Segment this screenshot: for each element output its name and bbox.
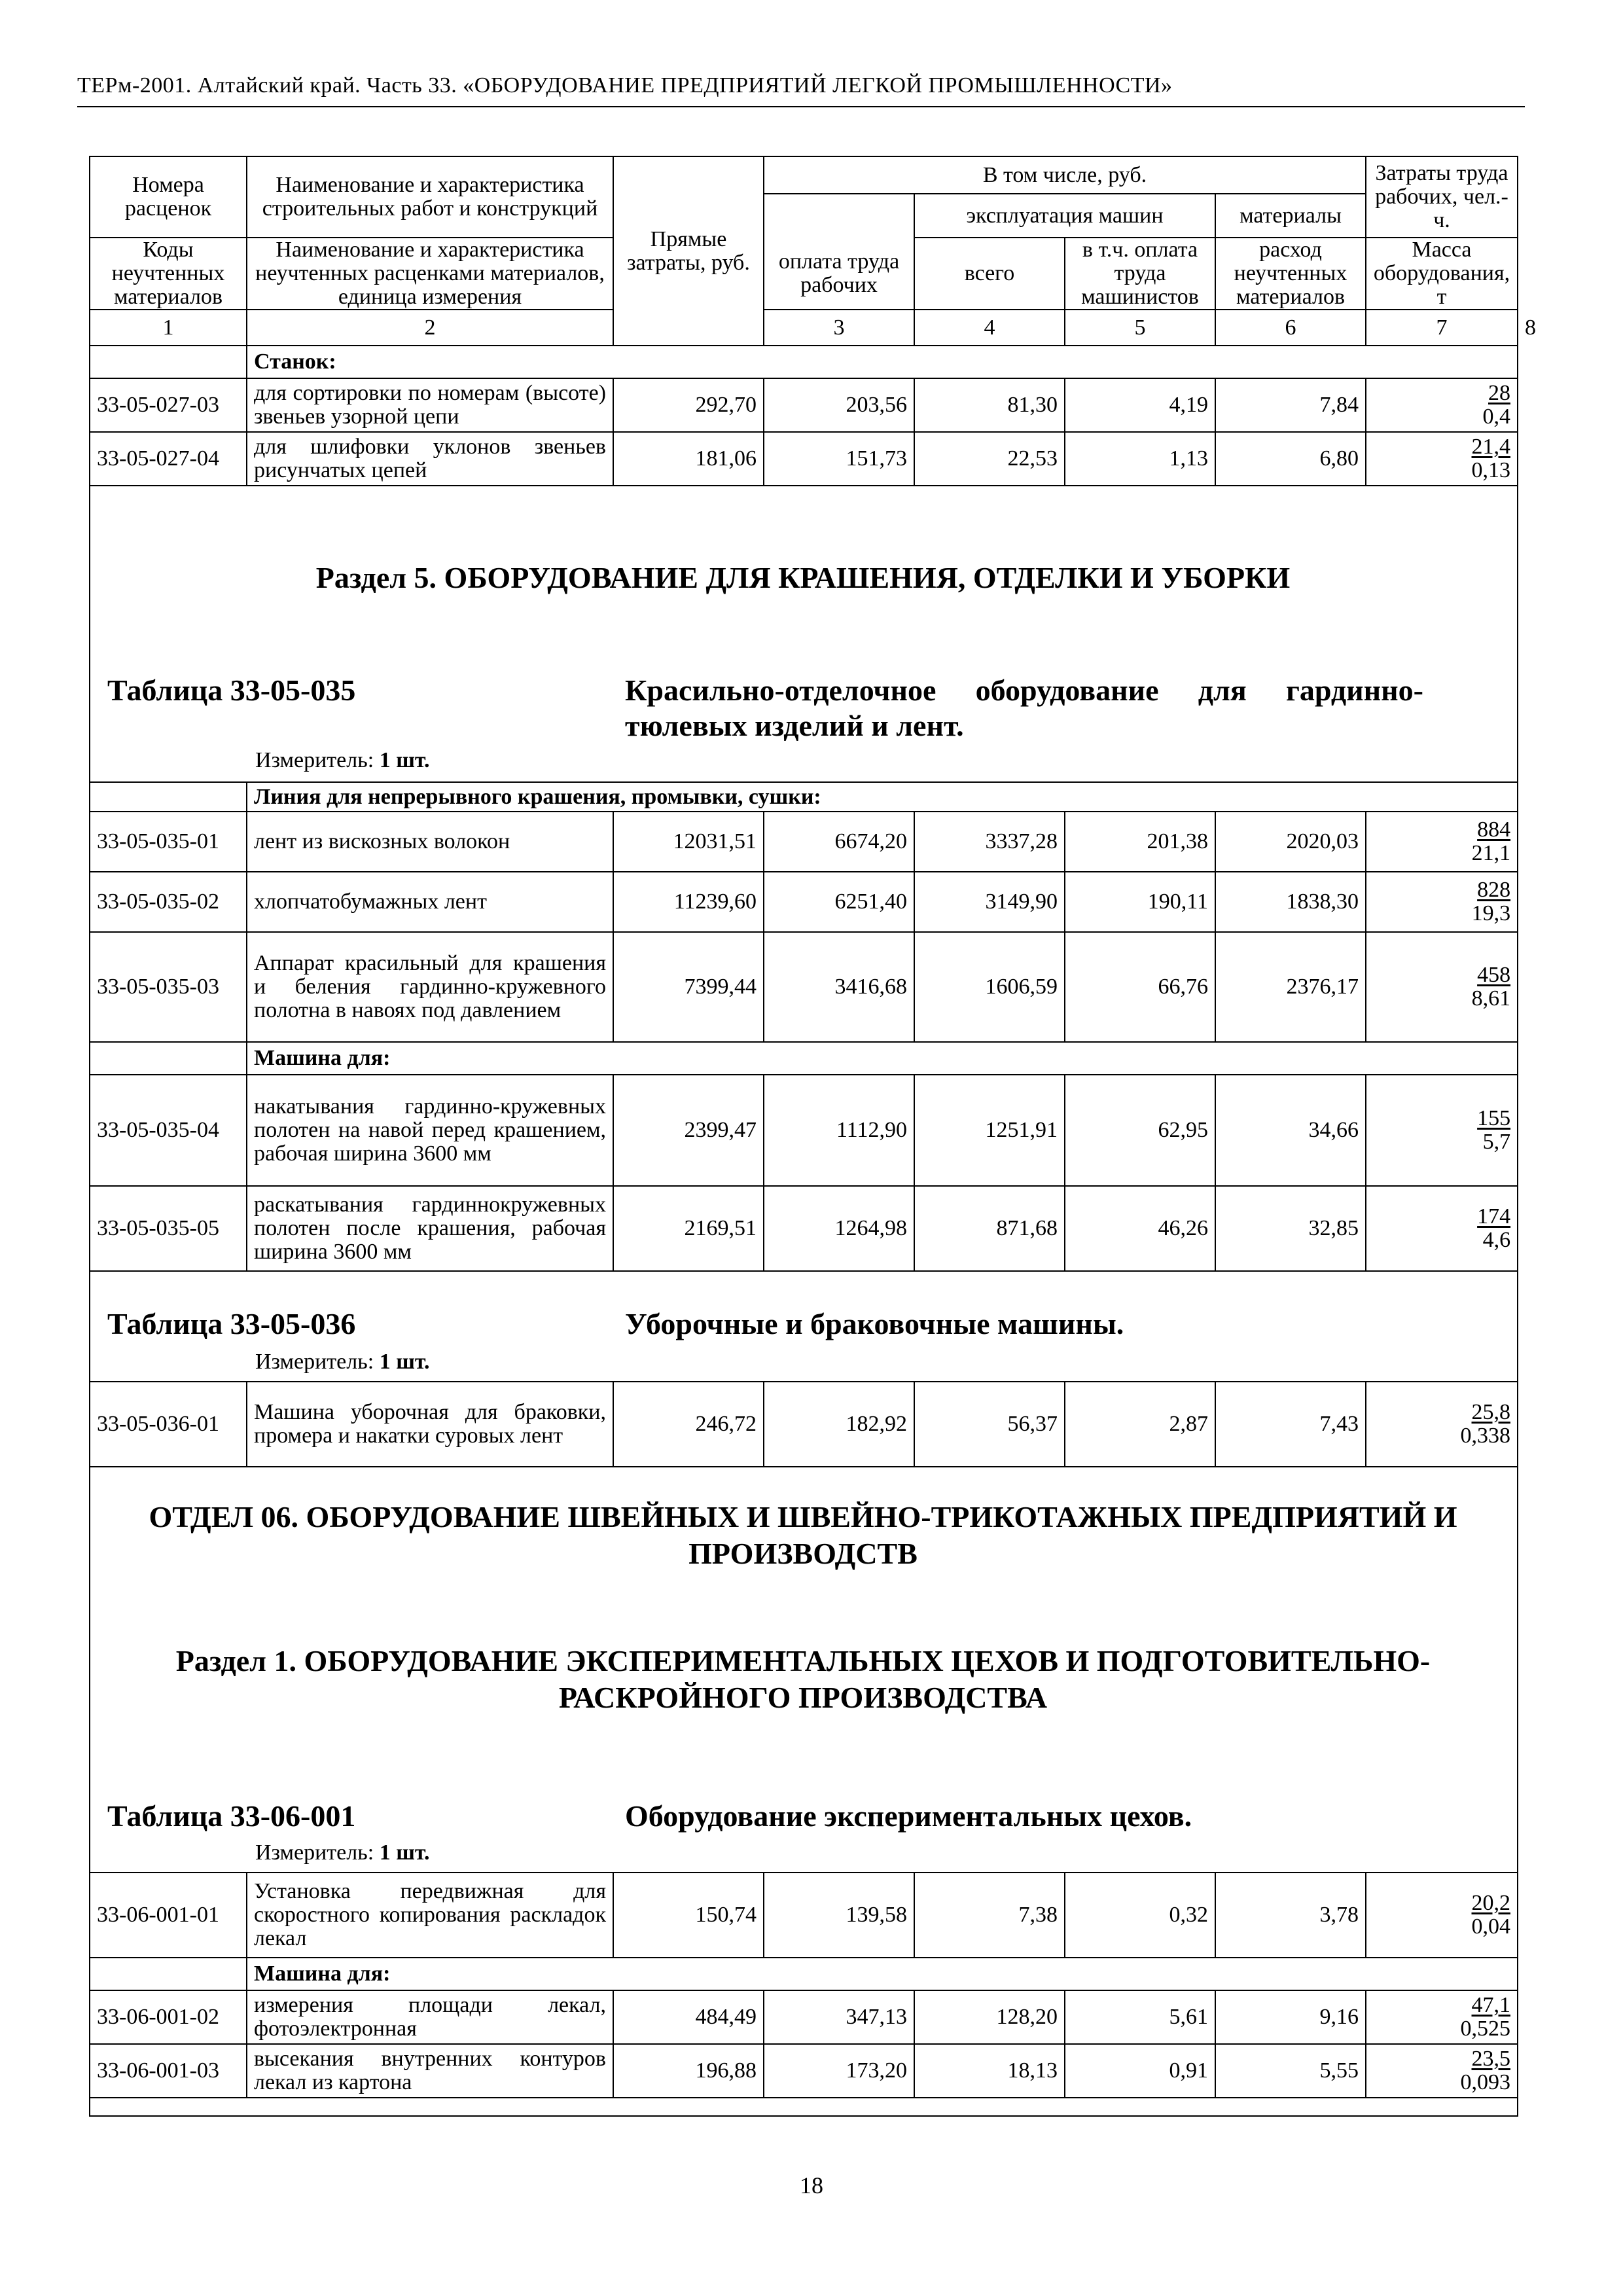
col-num-2: 2 [247, 310, 613, 346]
operator-wages: 201,38 [1065, 812, 1215, 872]
wages: 6674,20 [764, 812, 914, 872]
col-num-1: 1 [90, 310, 247, 346]
direct-cost: 484,49 [613, 1990, 764, 2044]
col-total: всего [914, 238, 1065, 310]
rate-code: 33-05-027-04 [90, 432, 247, 486]
table-row [90, 1382, 1518, 1467]
col-wages: оплата труда рабочих [764, 238, 914, 310]
operator-wages: 46,26 [1065, 1186, 1215, 1271]
col-mat-names: Наименование и характеристика неучтенных расценками материалов, единица измерения [247, 238, 613, 310]
table-row [90, 1075, 1518, 1186]
table-row [90, 2044, 1518, 2098]
labor-value: 21,4 [1471, 435, 1510, 459]
table-036-title: Уборочные и браковочные машины. [625, 1307, 1124, 1340]
group-label: Машина для: [247, 1958, 1518, 1990]
rate-code: 33-05-035-02 [90, 872, 247, 932]
machine-cost: 7,38 [914, 1873, 1065, 1958]
work-name: Установка передвижная для скоростного копирования раскладок лекал [247, 1873, 613, 1958]
table-035-meter: Измеритель: 1 шт. [255, 748, 430, 772]
direct-cost: 292,70 [613, 378, 764, 432]
machine-cost: 56,37 [914, 1382, 1065, 1467]
rate-code: 33-06-001-01 [90, 1873, 247, 1958]
machine-cost: 871,68 [914, 1186, 1065, 1271]
table-001-title: Оборудование экспериментальных цехов. [625, 1799, 1192, 1833]
wages: 182,92 [764, 1382, 914, 1467]
materials-cost: 3,78 [1215, 1873, 1366, 1958]
work-name: высекания внутренних контуров лекал из картона [247, 2044, 613, 2098]
mass-value: 0,13 [1471, 458, 1510, 482]
materials-cost: 7,84 [1215, 378, 1366, 432]
labor-mass-cell [1366, 432, 1518, 486]
mass-value: 0,093 [1460, 2070, 1510, 2094]
operator-wages: 2,87 [1065, 1382, 1215, 1467]
work-name: хлопчатобумажных лент [247, 872, 613, 932]
mass-value: 0,04 [1471, 1914, 1510, 1939]
col-mat-codes: Коды неучтенных материалов [90, 238, 247, 310]
machine-cost: 22,53 [914, 432, 1065, 486]
col-num-6: 6 [1215, 310, 1366, 346]
col-num-4: 4 [914, 310, 1065, 346]
labor-value: 828 [1477, 878, 1511, 902]
machine-cost: 81,30 [914, 378, 1065, 432]
operator-wages: 62,95 [1065, 1075, 1215, 1186]
col-labor-cost: Затраты труда рабочих, чел.-ч. [1366, 156, 1518, 238]
direct-cost: 150,74 [613, 1873, 764, 1958]
rate-code: 33-06-001-02 [90, 1990, 247, 2044]
wages: 1264,98 [764, 1186, 914, 1271]
operator-wages: 4,19 [1065, 378, 1215, 432]
labor-mass-cell [1366, 1873, 1518, 1958]
table-row [90, 1186, 1518, 1271]
rate-code: 33-05-027-03 [90, 378, 247, 432]
rate-code: 33-05-035-04 [90, 1075, 247, 1186]
labor-value: 884 [1477, 817, 1511, 842]
materials-cost: 34,66 [1215, 1075, 1366, 1186]
machine-cost: 1251,91 [914, 1075, 1065, 1186]
col-materials: материалы [1215, 194, 1366, 238]
table-row [90, 432, 1518, 486]
machine-cost: 1606,59 [914, 932, 1065, 1042]
work-name: Аппарат красильный для крашения и беления гардинно-кружевного полотна в навоях под давлением [247, 932, 613, 1042]
operator-wages: 0,91 [1065, 2044, 1215, 2098]
wages: 173,20 [764, 2044, 914, 2098]
mass-value: 0,338 [1460, 1424, 1510, 1448]
direct-cost: 2169,51 [613, 1186, 764, 1271]
table-row [90, 1990, 1518, 2044]
table-001 [89, 1872, 1518, 2098]
labor-mass-cell [1366, 872, 1518, 932]
section-1-title: Раздел 1. ОБОРУДОВАНИЕ ЭКСПЕРИМЕНТАЛЬНЫХ ЦЕХОВ И ПОДГОТОВИТЕЛЬНО-РАСКРОЙНОГО ПРОИЗВОДСТВА [175, 1644, 1431, 1714]
labor-value: 25,8 [1471, 1400, 1510, 1424]
wages: 6251,40 [764, 872, 914, 932]
col-mat-usage: расход неучтенных материалов [1215, 238, 1366, 310]
table-036-meter: Измеритель: 1 шт. [255, 1350, 430, 1374]
direct-cost: 2399,47 [613, 1075, 764, 1186]
materials-cost: 9,16 [1215, 1990, 1366, 2044]
table-036 [89, 1381, 1518, 1467]
col-equip-mass: Масса оборудования, т [1366, 238, 1518, 310]
machine-cost: 3337,28 [914, 812, 1065, 872]
rate-code: 33-05-035-03 [90, 932, 247, 1042]
mass-value: 5,7 [1482, 1130, 1511, 1154]
col-rate-no: Номера расценок [90, 156, 247, 238]
direct-cost: 11239,60 [613, 872, 764, 932]
col-work-name: Наименование и характеристика строительных работ и конструкций [247, 156, 613, 238]
labor-value: 155 [1477, 1106, 1511, 1130]
col-incl-operators: в т.ч. оплата труда машинистов [1065, 238, 1215, 310]
labor-value: 458 [1477, 963, 1511, 987]
work-name: накатывания гардинно-кружевных полотен на навой перед крашением, рабочая ширина 3600 мм [247, 1075, 613, 1186]
table-001-meter: Измеритель: 1 шт. [255, 1840, 430, 1865]
col-num-5: 5 [1065, 310, 1215, 346]
labor-mass-cell [1366, 1075, 1518, 1186]
group-label: Станок: [247, 346, 1518, 378]
materials-cost: 2020,03 [1215, 812, 1366, 872]
direct-cost: 196,88 [613, 2044, 764, 2098]
work-name: для шлифовки уклонов звеньев рисунчатых цепей [247, 432, 613, 486]
mass-value: 21,1 [1471, 841, 1511, 865]
header-rule [77, 106, 1525, 107]
table-row [90, 378, 1518, 432]
table-035-title: Красильно-отделочное оборудование для гардинно-тюлевых изделий и лент. [625, 673, 1423, 742]
materials-cost: 1838,30 [1215, 872, 1366, 932]
materials-cost: 32,85 [1215, 1186, 1366, 1271]
mass-value: 0,525 [1460, 2017, 1510, 2041]
table-row [90, 1873, 1518, 1958]
col-machine-op: эксплуатация машин [914, 194, 1215, 238]
machine-cost: 18,13 [914, 2044, 1065, 2098]
col-num-3: 3 [764, 310, 914, 346]
direct-cost: 246,72 [613, 1382, 764, 1467]
labor-mass-cell [1366, 1186, 1518, 1271]
wages: 3416,68 [764, 932, 914, 1042]
labor-mass-cell [1366, 378, 1518, 432]
rate-code: 33-06-001-03 [90, 2044, 247, 2098]
wages: 1112,90 [764, 1075, 914, 1186]
mass-value: 4,6 [1482, 1228, 1511, 1252]
col-num-7: 7 [1366, 310, 1518, 346]
page-header: ТЕРм-2001. Алтайский край. Часть 33. «ОБОРУДОВАНИЕ ПРЕДПРИЯТИЙ ЛЕГКОЙ ПРОМЫШЛЕННОСТИ» [77, 73, 1173, 98]
labor-mass-cell [1366, 1990, 1518, 2044]
section-5-title: Раздел 5. ОБОРУДОВАНИЕ ДЛЯ КРАШЕНИЯ, ОТДЕЛКИ И УБОРКИ [315, 561, 1291, 594]
table-035 [89, 781, 1518, 1272]
operator-wages: 1,13 [1065, 432, 1215, 486]
rate-code: 33-05-036-01 [90, 1382, 247, 1467]
work-name: лент из вискозных волокон [247, 812, 613, 872]
work-name: раскатывания гардиннокружевных полотен после крашения, рабочая ширина 3600 мм [247, 1186, 613, 1271]
table-row [90, 872, 1518, 932]
work-name: измерения площади лекал, фотоэлектронная [247, 1990, 613, 2044]
table-row [90, 932, 1518, 1042]
rates-table-head: Номера расценок Наименование и характеристика строительных работ и конструкций Прямые затраты, руб. В том числе, руб. Затраты труда рабочих, чел.-ч. эксплуатация машин материалы Коды неучтенных материалов Наименование и характеристика неучтенных расценками материалов, единица измерения оплата труда рабочих всего в т.ч. оплата труда машинистов расход неучтенных материалов Масса оборудования, т 1 2 3 4 5 6 7 8 Станок: 33-05-027-03 для сортировки по номерам (высоте) звеньев узорной цепи 292,70 203,56 81,30 4,19 7,84 28 0,4 33-05-027-04 для шлифовки уклонов звеньев рисунчатых цепей 181,06 151,73 22,53 1,13 6,80 21,4 0,13 [89, 156, 1518, 486]
labor-mass-cell [1366, 932, 1518, 1042]
table-row [90, 812, 1518, 872]
wages: 139,58 [764, 1873, 914, 1958]
wages: 151,73 [764, 432, 914, 486]
wages: 203,56 [764, 378, 914, 432]
labor-value: 20,2 [1471, 1891, 1510, 1915]
labor-mass-cell [1366, 812, 1518, 872]
table-035-label: Таблица 33-05-035 [107, 673, 356, 707]
table-001-label: Таблица 33-06-001 [107, 1799, 356, 1833]
mass-value: 8,61 [1471, 986, 1511, 1011]
table-036-label: Таблица 33-05-036 [107, 1307, 356, 1340]
materials-cost: 6,80 [1215, 432, 1366, 486]
col-incl: В том числе, руб. [764, 156, 1366, 194]
direct-cost: 7399,44 [613, 932, 764, 1042]
labor-mass-cell [1366, 2044, 1518, 2098]
group-label: Машина для: [247, 1042, 1518, 1075]
materials-cost: 7,43 [1215, 1382, 1366, 1467]
work-name: для сортировки по номерам (высоте) звеньев узорной цепи [247, 378, 613, 432]
machine-cost: 3149,90 [914, 872, 1065, 932]
rate-code: 33-05-035-01 [90, 812, 247, 872]
labor-value: 47,1 [1471, 1993, 1510, 2017]
labor-value: 174 [1477, 1204, 1511, 1229]
rate-code: 33-05-035-05 [90, 1186, 247, 1271]
direct-cost: 181,06 [613, 432, 764, 486]
col-direct: Прямые затраты, руб. [613, 156, 764, 346]
page-number: 18 [800, 2172, 823, 2198]
labor-value: 23,5 [1471, 2047, 1510, 2071]
mass-value: 0,4 [1482, 404, 1510, 429]
wages: 347,13 [764, 1990, 914, 2044]
machine-cost: 128,20 [914, 1990, 1065, 2044]
department-06-title: ОТДЕЛ 06. ОБОРУДОВАНИЕ ШВЕЙНЫХ И ШВЕЙНО-ТРИКОТАЖНЫХ ПРЕДПРИЯТИЙ И ПРОИЗВОДСТВ [149, 1500, 1457, 1570]
operator-wages: 190,11 [1065, 872, 1215, 932]
work-name: Машина уборочная для браковки, промера и накатки суровых лент [247, 1382, 613, 1467]
group-label: Линия для непрерывного крашения, промывки, сушки: [247, 782, 1518, 812]
direct-cost: 12031,51 [613, 812, 764, 872]
materials-cost: 5,55 [1215, 2044, 1366, 2098]
mass-value: 19,3 [1471, 901, 1511, 925]
operator-wages: 5,61 [1065, 1990, 1215, 2044]
operator-wages: 66,76 [1065, 932, 1215, 1042]
materials-cost: 2376,17 [1215, 932, 1366, 1042]
operator-wages: 0,32 [1065, 1873, 1215, 1958]
labor-mass-cell [1366, 1382, 1518, 1467]
labor-value: 28 [1488, 381, 1510, 405]
